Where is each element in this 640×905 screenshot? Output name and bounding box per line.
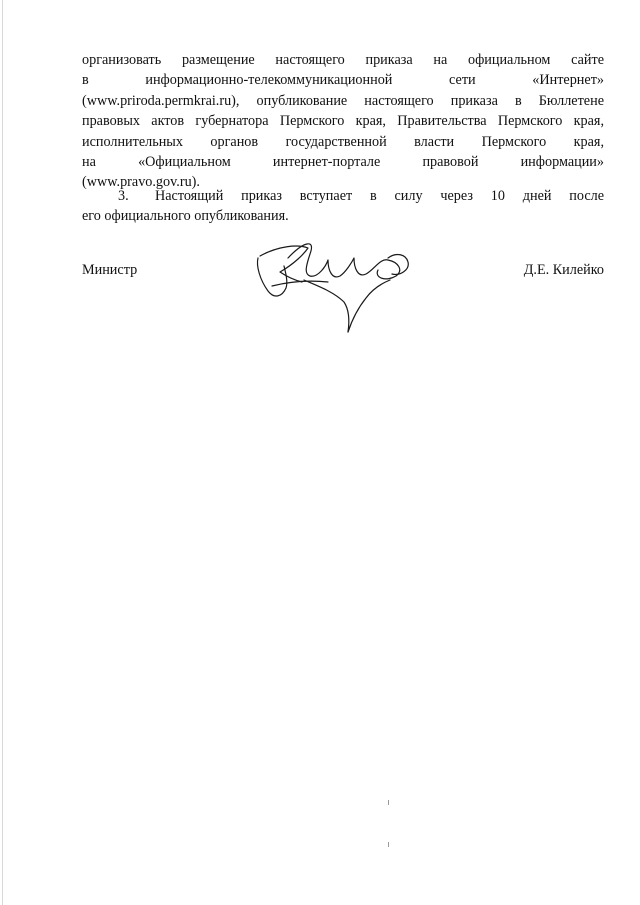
text-line: его официального опубликования. (82, 208, 289, 225)
paragraph-publication (82, 50, 604, 193)
scan-edge-line (2, 0, 3, 905)
handwritten-signature (248, 236, 423, 346)
paragraph-effective-date (82, 186, 604, 227)
text-line: в информационно-телекоммуникационной сети «Интернет» (82, 72, 604, 89)
text-line: (www.pravo.gov.ru). (82, 174, 200, 191)
text-line-content: Настоящий приказ вступает в силу через 10 дней после (155, 188, 604, 204)
scan-artifact (388, 842, 389, 847)
signatory-position: Министр (82, 262, 138, 278)
text-line: правовых актов губернатора Пермского края, Правительства Пермского края, (82, 113, 604, 130)
signatory-name: Д.Е. Килейко (523, 262, 604, 278)
scan-artifact (388, 800, 389, 805)
text-line: (www.priroda.permkrai.ru), опубликование настоящего приказа в Бюллетене (82, 92, 604, 109)
text-line (82, 186, 604, 206)
text-line: исполнительных органов государственной власти Пермского края, (82, 133, 604, 150)
text-line: организовать размещение настоящего приказа на официальном сайте (82, 52, 604, 68)
paragraph-number: 3. (118, 188, 129, 204)
text-line: на «Официальном интернет-портале правовой информации» (82, 154, 604, 171)
